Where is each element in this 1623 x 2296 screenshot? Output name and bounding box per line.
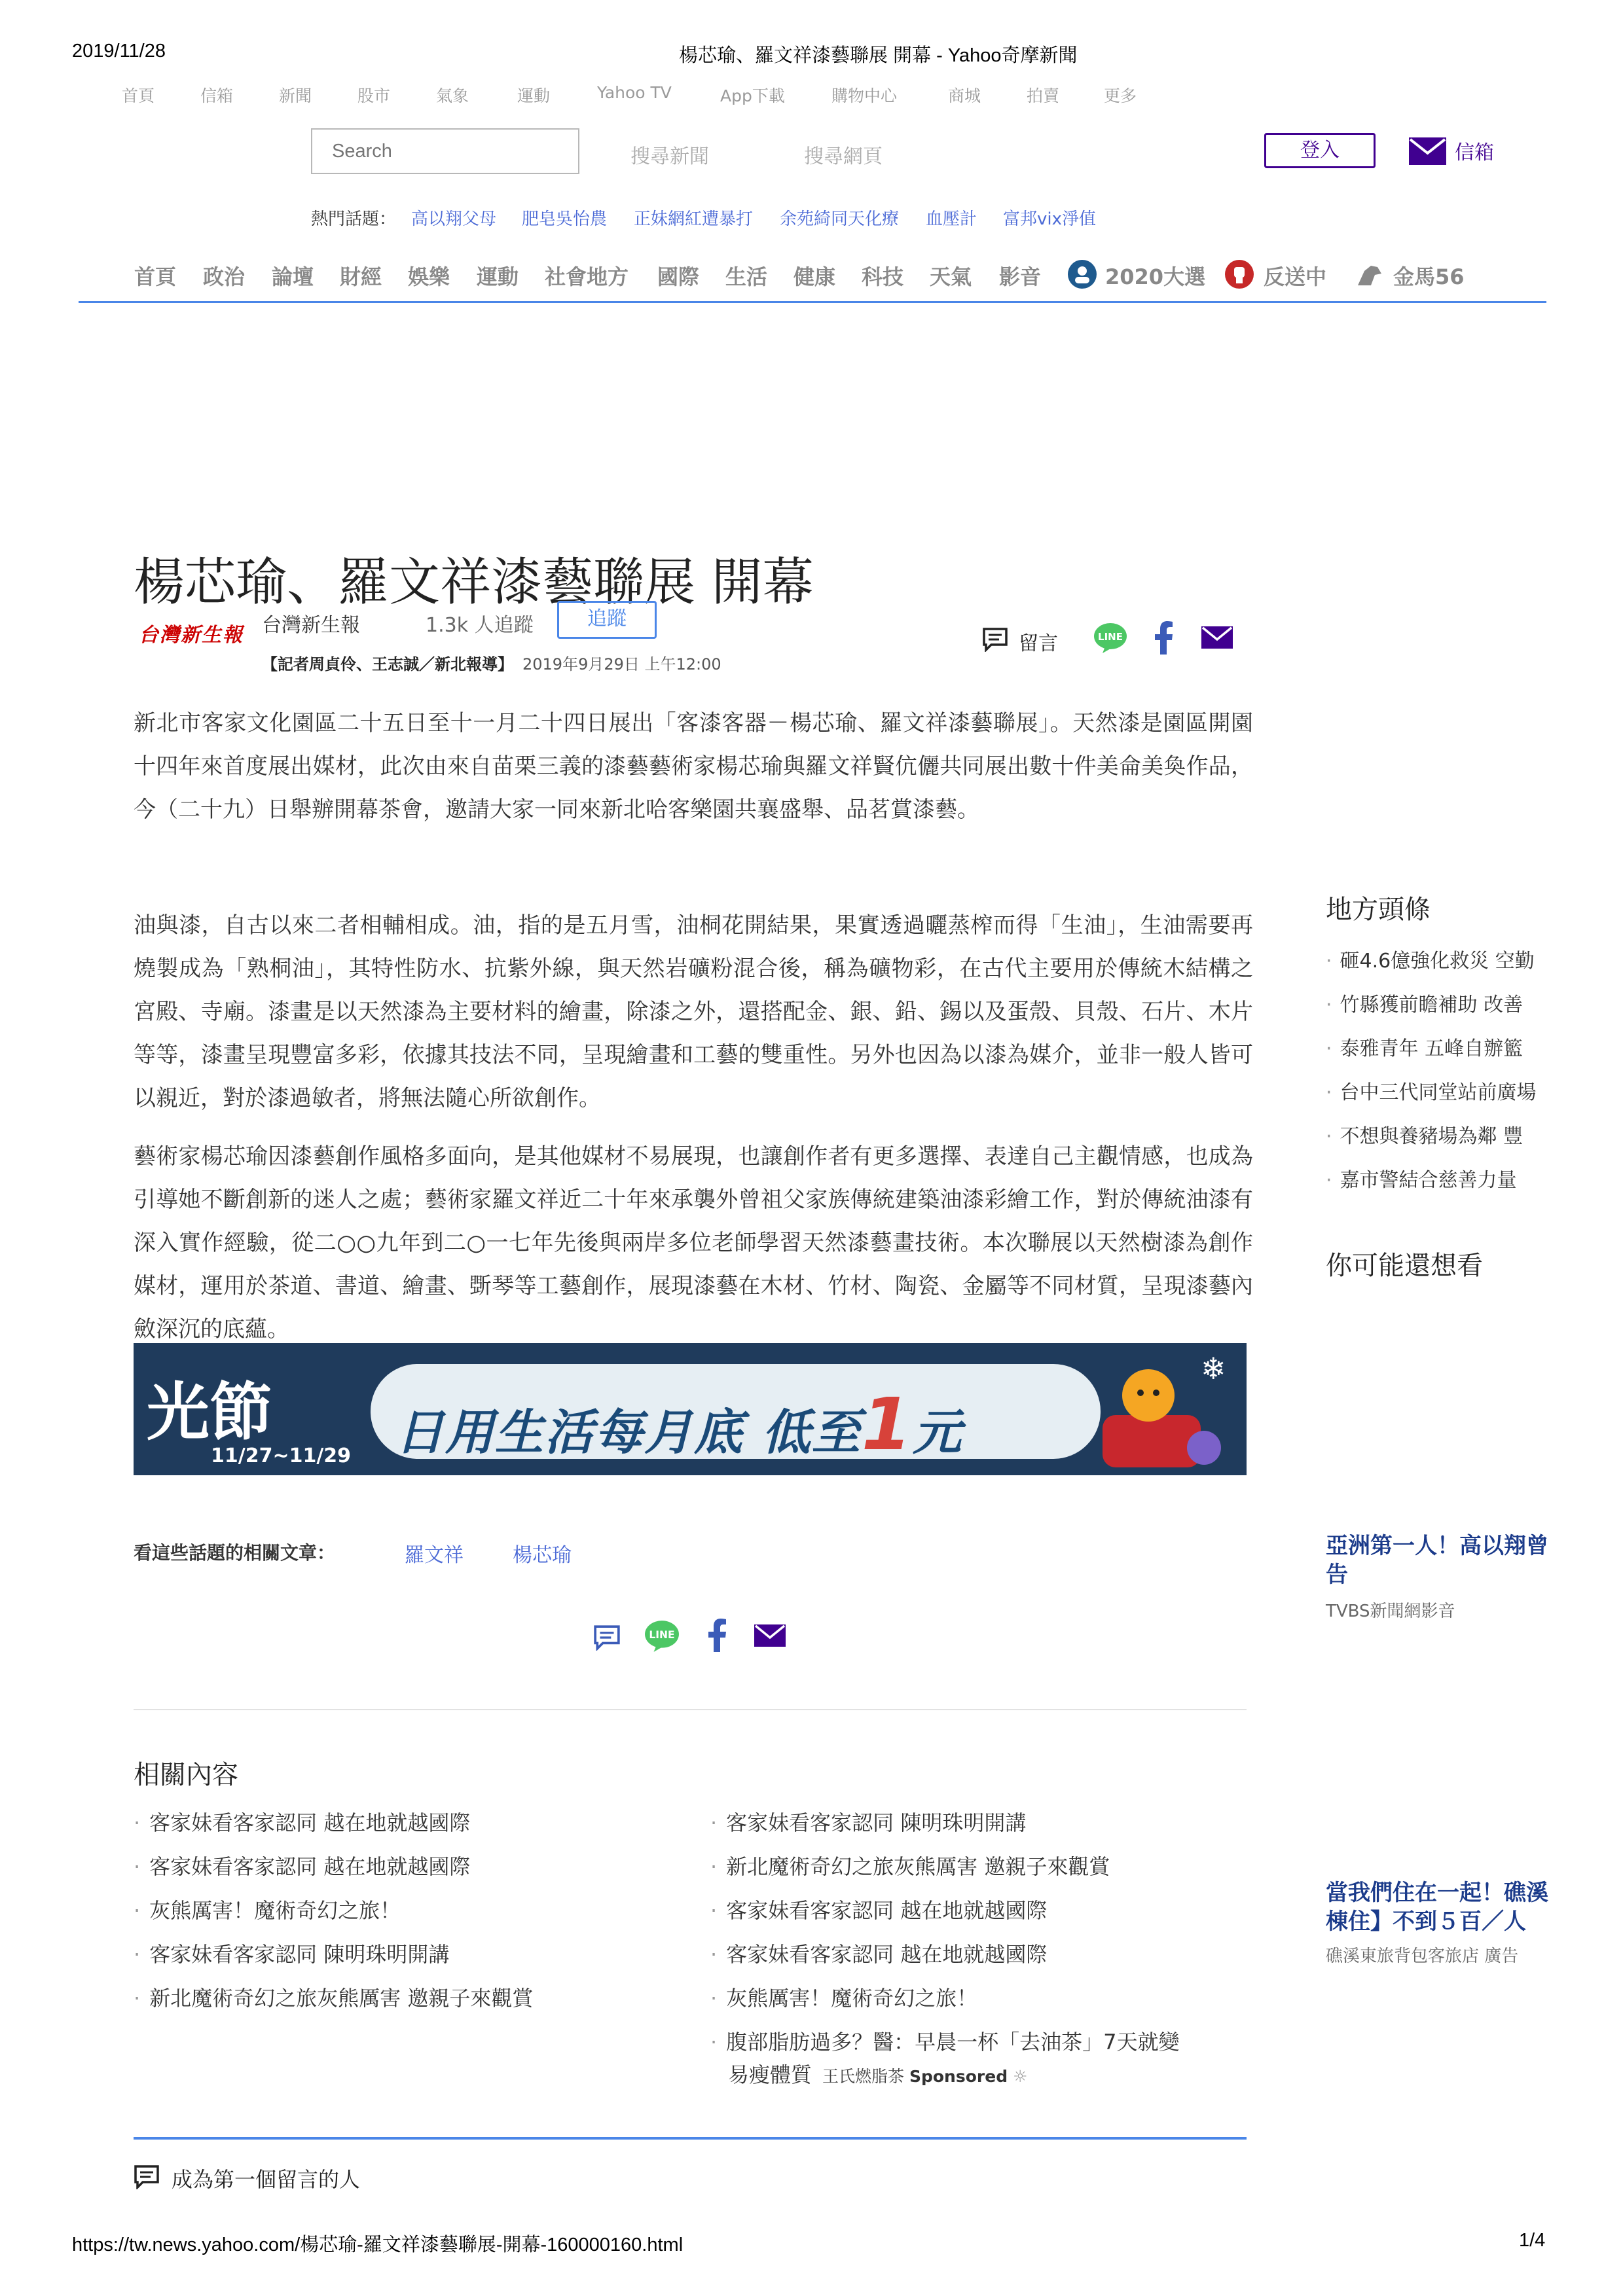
search-input[interactable]: [312, 130, 578, 173]
hot-topic-link[interactable]: 富邦vix淨值: [1003, 209, 1096, 229]
print-date: 2019/11/28: [72, 41, 166, 62]
related-link[interactable]: · 客家妹看客家認同 越在地就越國際: [134, 1850, 470, 1880]
article-paragraph: 油與漆，自古以來二者相輔相成。油，指的是五月雪，油桐花開結果，果實透過曬蒸榨而得「生油」，生油需要再燒製成為「熟桐油」，其特性防水、抗紫外線，與天然岩礦粉混合後，稱為礦物彩，在古代主要用於傳統木結構之宮殿、寺廟。漆畫是以天然漆為主要材料的繪畫，除漆之外，還搭配金、銀、鉛、錫以及蛋殼、貝殼、石片、木片等等，漆畫呈現豐富多彩，依據其技法不同，呈現繪畫和工藝的雙重性。另外也因為以漆為媒介，並非一般人皆可以親近，對於漆過敏者，將無法隨心所欲創作。: [134, 912, 1253, 1111]
mascot-illustration: [1089, 1350, 1227, 1471]
hot-topic-link[interactable]: 高以翔父母: [411, 209, 497, 229]
search-web-button[interactable]: 搜尋網頁: [804, 145, 883, 168]
category-tech[interactable]: 科技: [862, 264, 904, 289]
ad-info-icon[interactable]: ☼: [1013, 2067, 1028, 2086]
related-link[interactable]: · 客家妹看客家認同 越在地就越國際: [134, 1806, 470, 1837]
golden-horse-icon: [1355, 262, 1385, 288]
hot-topic-link[interactable]: 余苑綺同天化療: [780, 209, 900, 229]
topnav-shopping[interactable]: 購物中心: [831, 86, 898, 105]
hot-topic-link[interactable]: 肥皂吳怡農: [522, 209, 608, 229]
promo-source: 礁溪東旅背包客旅店 廣告: [1326, 1946, 1519, 1966]
login-button[interactable]: 登入: [1264, 133, 1376, 168]
print-page-number: 1/4: [1519, 2230, 1546, 2251]
topnav-news[interactable]: 新聞: [279, 86, 312, 105]
category-world[interactable]: 國際: [657, 264, 700, 289]
topic-tag-link[interactable]: 羅文祥: [405, 1544, 464, 1567]
comment-icon[interactable]: [982, 627, 1008, 652]
related-link[interactable]: · 灰熊厲害！魔術奇幻之旅！: [710, 1982, 977, 2012]
sponsored-link-text: 易瘦體質: [728, 2062, 812, 2087]
local-headline-link[interactable]: · 台中三代同堂站前廣場: [1326, 1076, 1537, 1105]
category-finance[interactable]: 財經: [340, 264, 382, 289]
facebook-share-icon[interactable]: [1154, 620, 1173, 655]
banner-slogan-number: 1: [861, 1382, 913, 1466]
topnav-yahoo-tv[interactable]: Yahoo TV: [597, 83, 672, 102]
follow-button[interactable]: 追蹤: [557, 601, 657, 639]
promo-line: 當我們住在一起！礁溪: [1326, 1880, 1548, 1906]
comments-divider: [134, 2137, 1247, 2140]
promo-link[interactable]: [1326, 1532, 1548, 1589]
promo-line: 告: [1326, 1562, 1348, 1588]
category-society[interactable]: 社會地方: [545, 264, 629, 289]
source-name[interactable]: 台灣新生報: [262, 614, 360, 637]
hot-topic-link[interactable]: 正妹網紅遭暴打: [634, 209, 754, 229]
related-link[interactable]: · 客家妹看客家認同 陳明珠明開講: [710, 1806, 1026, 1837]
banner-dates: 11/27~11/29: [211, 1444, 352, 1467]
line-share-icon[interactable]: [1093, 622, 1127, 655]
related-link[interactable]: · 客家妹看客家認同 越在地就越國際: [710, 1938, 1047, 1968]
search-box: [311, 128, 579, 174]
comment-icon[interactable]: [593, 1624, 621, 1651]
local-headline-link[interactable]: · 砸4.6億強化救災 空勤: [1326, 944, 1535, 973]
topic-tag-link[interactable]: 楊芯瑜: [513, 1544, 572, 1567]
mail-link[interactable]: 信箱: [1455, 141, 1494, 164]
ad-banner[interactable]: [134, 1343, 1247, 1475]
right-sidebar: [1309, 870, 1552, 2245]
topnav-mail[interactable]: 信箱: [200, 86, 234, 105]
topnav-sports[interactable]: 運動: [517, 86, 551, 105]
comment-icon: [134, 2164, 160, 2189]
category-sports[interactable]: 運動: [477, 264, 519, 289]
topnav-mall[interactable]: 商城: [948, 86, 981, 105]
facebook-share-icon[interactable]: [707, 1618, 727, 1652]
line-share-icon[interactable]: [644, 1619, 680, 1653]
category-politics[interactable]: 政治: [203, 264, 246, 289]
topnav-home[interactable]: 首頁: [122, 86, 155, 105]
local-headline-link[interactable]: · 嘉市警結合慈善力量: [1326, 1164, 1517, 1193]
print-url: https://tw.news.yahoo.com/楊芯瑜-羅文祥漆藝聯展-開幕-160000160.html: [72, 2234, 684, 2255]
svg-text:❄: ❄: [1201, 1351, 1226, 1386]
banner-brand: 光節: [147, 1375, 272, 1449]
category-golden-horse[interactable]: 金馬56: [1393, 264, 1465, 289]
topnav-more[interactable]: 更多: [1104, 86, 1137, 105]
local-headline-link[interactable]: · 竹縣獲前瞻補助 改善: [1326, 988, 1523, 1017]
source-logo: 台灣新生報: [139, 624, 244, 647]
local-headline-link[interactable]: · 不想與養豬場為鄰 豐: [1326, 1120, 1523, 1149]
sponsored-source: 王氏燃脂茶 Sponsored ☼: [822, 2067, 1028, 2086]
svg-text:LINE: LINE: [649, 1629, 675, 1641]
you-may-like-title: 你可能還想看: [1326, 1251, 1483, 1281]
publish-datetime: 2019年9月29日 上午12:00: [522, 655, 721, 673]
sponsored-tag: Sponsored: [909, 2067, 1008, 2086]
topnav-weather[interactable]: 氣象: [436, 86, 469, 105]
follower-count: 1.3k 人追蹤: [426, 614, 534, 637]
print-doc-title: 楊芯瑜、羅文祥漆藝聯展 開幕 - Yahoo奇摩新聞: [679, 45, 1078, 66]
category-video[interactable]: 影音: [999, 264, 1042, 289]
promo-link[interactable]: [1326, 1878, 1548, 1936]
mail-icon[interactable]: [1409, 137, 1446, 165]
category-home[interactable]: 首頁: [134, 264, 177, 289]
related-link[interactable]: · 新北魔術奇幻之旅灰熊厲害 邀親子來觀賞: [710, 1850, 1110, 1880]
related-link[interactable]: · 灰熊厲害！魔術奇幻之旅！: [134, 1894, 401, 1924]
category-forum[interactable]: 論壇: [272, 264, 314, 289]
election-2020-icon: [1067, 259, 1097, 289]
related-content-title: 相關內容: [134, 1760, 238, 1790]
article-paragraph: 藝術家楊芯瑜因漆藝創作風格多面向，是其他媒材不易展現，也讓創作者有更多選擇、表達自己主觀情感，也成為引導她不斷創新的迷人之處；藝術家羅文祥近二十年來承襲外曾祖父家族傳統建築油漆彩繪工作，對於傳統油漆有深入實作經驗，從二○○九年到二○一七年先後與兩岸多位老師學習天然漆藝畫技術。本次聯展以天然樹漆為創作媒材，運用於茶道、書道、繪畫、斲琴等工藝創作，展現漆藝在木材、竹材、陶瓷、金屬等不同材質，呈現漆藝內斂深沉的底蘊。: [134, 1143, 1253, 1342]
banner-slogan-text: 日用生活每月底 低至: [395, 1405, 862, 1461]
hot-topics-label: 熱門話題：: [311, 209, 397, 229]
banner-slogan-unit: 元: [913, 1405, 963, 1461]
sponsored-link[interactable]: · 腹部脂肪過多？醫：早晨一杯「去油茶」7天就變: [710, 2026, 1180, 2056]
svg-text:LINE: LINE: [1098, 631, 1123, 643]
category-life[interactable]: 生活: [725, 264, 768, 289]
sponsored-link-line2[interactable]: [728, 2058, 1027, 2089]
category-election-2020[interactable]: 2020大選: [1105, 264, 1206, 289]
promo-line: 棟住】不到５百／人: [1326, 1909, 1526, 1935]
local-headline-link[interactable]: · 泰雅青年 五峰自辦籃: [1326, 1032, 1523, 1061]
search-news-button[interactable]: 搜尋新聞: [630, 145, 709, 168]
topnav-stocks[interactable]: 股市: [357, 86, 391, 105]
byline-author: 【記者周貞伶、王志誠／新北報導】: [262, 655, 513, 673]
email-share-icon[interactable]: [754, 1624, 786, 1647]
topnav-app-download[interactable]: App下載: [720, 86, 785, 105]
category-divider: [79, 301, 1546, 303]
topnav-auction[interactable]: 拍賣: [1027, 86, 1060, 105]
banner-slogan: [395, 1382, 962, 1466]
related-link[interactable]: · 新北魔術奇幻之旅灰熊厲害 邀親子來觀賞: [134, 1982, 533, 2012]
related-topics-label: 看這些話題的相關文章：: [134, 1542, 336, 1564]
related-link[interactable]: · 客家妹看客家認同 陳明珠明開講: [134, 1938, 449, 1968]
article-title: 楊芯瑜、羅文祥漆藝聯展 開幕: [134, 553, 814, 613]
hot-topic-link[interactable]: 血壓計: [926, 209, 977, 229]
related-link[interactable]: · 客家妹看客家認同 越在地就越國際: [710, 1894, 1047, 1924]
comment-button[interactable]: 留言: [1019, 632, 1058, 655]
promo-line: 亞洲第一人！高以翔曾: [1326, 1533, 1548, 1559]
article-paragraph: 新北市客家文化園區二十五日至十一月二十四日展出「客漆客器－楊芯瑜、羅文祥漆藝聯展」。天然漆是園區開園十四年來首度展出媒材，此次由來自苗栗三義的漆藝藝術家楊芯瑜與羅文祥賢伉儷共同展出數十件美侖美奐作品，今（二十九）日舉辦開幕茶會，邀請大家一同來新北哈客樂園共襄盛舉、品茗賞漆藝。: [134, 710, 1253, 823]
category-anti-extradition[interactable]: 反送中: [1264, 264, 1327, 289]
category-health[interactable]: 健康: [793, 264, 836, 289]
local-headlines-title: 地方頭條: [1326, 895, 1431, 925]
promo-source: TVBS新聞網影音: [1326, 1602, 1455, 1621]
article-byline: [262, 651, 721, 674]
category-entertainment[interactable]: 娛樂: [408, 264, 450, 289]
category-weather[interactable]: 天氣: [930, 264, 972, 289]
email-share-icon[interactable]: [1201, 626, 1233, 649]
section-divider: [134, 1709, 1247, 1710]
raised-fist-icon: [1224, 259, 1254, 289]
first-comment-prompt[interactable]: 成為第一個留言的人: [172, 2167, 361, 2192]
